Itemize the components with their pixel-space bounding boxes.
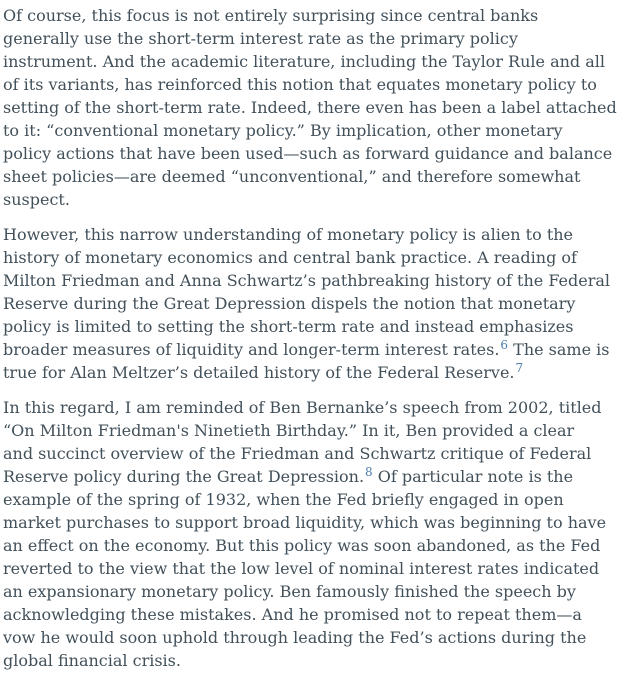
text-run: suspect. bbox=[3, 190, 70, 209]
text-line bbox=[3, 603, 616, 626]
text-line bbox=[3, 223, 616, 246]
text-line bbox=[3, 338, 616, 361]
text-line bbox=[3, 488, 616, 511]
text-run: global financial crisis. bbox=[3, 651, 181, 670]
text-run: and succinct overview of the Friedman and Schwartz critique of Federal bbox=[3, 444, 592, 463]
text-run: market purchases to support broad liquidity, which was beginning to have bbox=[3, 513, 607, 532]
text-run: policy is limited to setting the short-term rate and instead emphasizes bbox=[3, 317, 574, 336]
text-run: However, this narrow understanding of monetary policy is alien to the bbox=[3, 225, 574, 244]
text-run: broader measures of liquidity and longer-term interest rates. bbox=[3, 340, 500, 359]
paragraph bbox=[3, 4, 616, 211]
text-run: of its variants, has reinforced this notion that equates monetary policy to bbox=[3, 75, 597, 94]
text-run: an effect on the economy. But this policy was soon abandoned, as the Fed bbox=[3, 536, 601, 555]
text-line bbox=[3, 465, 616, 488]
text-line bbox=[3, 27, 616, 50]
text-run: Of particular note is the bbox=[372, 467, 574, 486]
text-line bbox=[3, 73, 616, 96]
text-line bbox=[3, 165, 616, 188]
text-run: sheet policies—are deemed “unconventional,” and therefore somewhat bbox=[3, 167, 581, 186]
text-line bbox=[3, 142, 616, 165]
text-run: reverted to the view that the low level of nominal interest rates indicated bbox=[3, 559, 600, 578]
text-line bbox=[3, 246, 616, 269]
text-line bbox=[3, 534, 616, 557]
text-line bbox=[3, 361, 616, 384]
text-line bbox=[3, 315, 616, 338]
text-run: acknowledging these mistakes. And he promised not to repeat them—a bbox=[3, 605, 582, 624]
text-run: In this regard, I am reminded of Ben Bernanke’s speech from 2002, titled bbox=[3, 398, 602, 417]
paragraph bbox=[3, 223, 616, 384]
text-line bbox=[3, 649, 616, 672]
text-line bbox=[3, 396, 616, 419]
text-line bbox=[3, 626, 616, 649]
text-run: true for Alan Meltzer’s detailed history of the Federal Reserve. bbox=[3, 363, 515, 382]
text-run: Of course, this focus is not entirely surprising since central banks bbox=[3, 6, 539, 25]
footnote-ref-6[interactable]: 6 bbox=[500, 338, 509, 352]
text-run: an expansionary monetary policy. Ben famously finished the speech by bbox=[3, 582, 576, 601]
text-line bbox=[3, 419, 616, 442]
text-run: to it: “conventional monetary policy.” By implication, other monetary bbox=[3, 121, 563, 140]
text-line bbox=[3, 511, 616, 534]
text-run: Reserve policy during the Great Depression. bbox=[3, 467, 365, 486]
text-run: setting of the short-term rate. Indeed, there even has been a label attached bbox=[3, 98, 617, 117]
text-run: Reserve during the Great Depression dispels the notion that monetary bbox=[3, 294, 576, 313]
text-line bbox=[3, 442, 616, 465]
text-run: policy actions that have been used—such as forward guidance and balance bbox=[3, 144, 613, 163]
text-line bbox=[3, 557, 616, 580]
text-line bbox=[3, 292, 616, 315]
text-run: example of the spring of 1932, when the Fed briefly engaged in open bbox=[3, 490, 564, 509]
text-line bbox=[3, 119, 616, 142]
footnote-ref-7[interactable]: 7 bbox=[515, 361, 524, 375]
text-line bbox=[3, 269, 616, 292]
text-run: vow he would soon uphold through leading the Fed’s actions during the bbox=[3, 628, 587, 647]
text-run: history of monetary economics and central bank practice. A reading of bbox=[3, 248, 577, 267]
text-run: Milton Friedman and Anna Schwartz’s pathbreaking history of the Federal bbox=[3, 271, 611, 290]
text-run: instrument. And the academic literature, including the Taylor Rule and all bbox=[3, 52, 606, 71]
footnote-ref-8[interactable]: 8 bbox=[365, 465, 373, 479]
text-line bbox=[3, 580, 616, 603]
text-line bbox=[3, 50, 616, 73]
text-run: “On Milton Friedman's Ninetieth Birthday.” In it, Ben provided a clear bbox=[3, 421, 575, 440]
text-line bbox=[3, 4, 616, 27]
text-line bbox=[3, 96, 616, 119]
paragraph bbox=[3, 396, 616, 672]
text-run: The same is bbox=[508, 340, 610, 359]
text-run: generally use the short-term interest rate as the primary policy bbox=[3, 29, 518, 48]
text-line bbox=[3, 188, 616, 211]
